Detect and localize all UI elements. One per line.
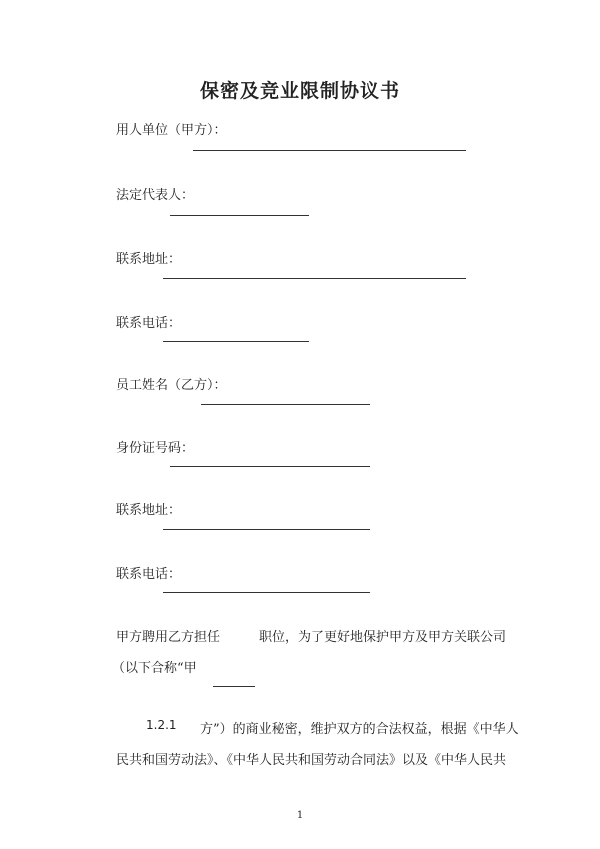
party-a-phone-label: 联系电话： xyxy=(116,316,182,331)
party-a-rep-label: 法定代表人： xyxy=(116,188,195,203)
party-a-address-blank xyxy=(163,278,466,279)
party-b-name-label: 员工姓名（乙方）： xyxy=(116,378,227,393)
paragraph-part2: 职位，为了更好地保护甲方及甲方关联公司 xyxy=(259,630,507,645)
party-a-address-label: 联系地址： xyxy=(116,252,182,267)
party-b-phone-blank xyxy=(163,592,370,593)
paragraph-part1: 甲方聘用乙方担任 xyxy=(116,630,221,645)
party-a-phone-blank xyxy=(163,341,309,342)
document-title: 保密及竞业限制协议书 xyxy=(199,80,400,102)
short-blank xyxy=(213,686,255,687)
party-b-id-blank xyxy=(170,466,370,467)
party-b-address-label: 联系地址： xyxy=(116,503,182,518)
party-a-rep-blank xyxy=(170,215,309,216)
section-line-2: 民共和国劳动法》、《中华人民共和国劳动合同法》以及《中华人民共 xyxy=(116,753,507,768)
party-b-phone-label: 联系电话： xyxy=(116,567,182,582)
section-line-1: 方”）的商业秘密，维护双方的合法权益，根据《中华人 xyxy=(200,722,519,737)
paragraph-part3: （以下合称“甲 xyxy=(112,661,197,676)
party-b-id-label: 身份证号码： xyxy=(116,441,195,456)
party-b-name-blank xyxy=(201,404,370,405)
party-b-address-blank xyxy=(163,529,370,530)
page-number: 1 xyxy=(296,810,304,821)
party-a-unit-label: 用人单位（甲方）： xyxy=(116,123,227,138)
section-number: 1.2.1 xyxy=(146,718,177,732)
party-a-unit-blank xyxy=(193,150,466,151)
